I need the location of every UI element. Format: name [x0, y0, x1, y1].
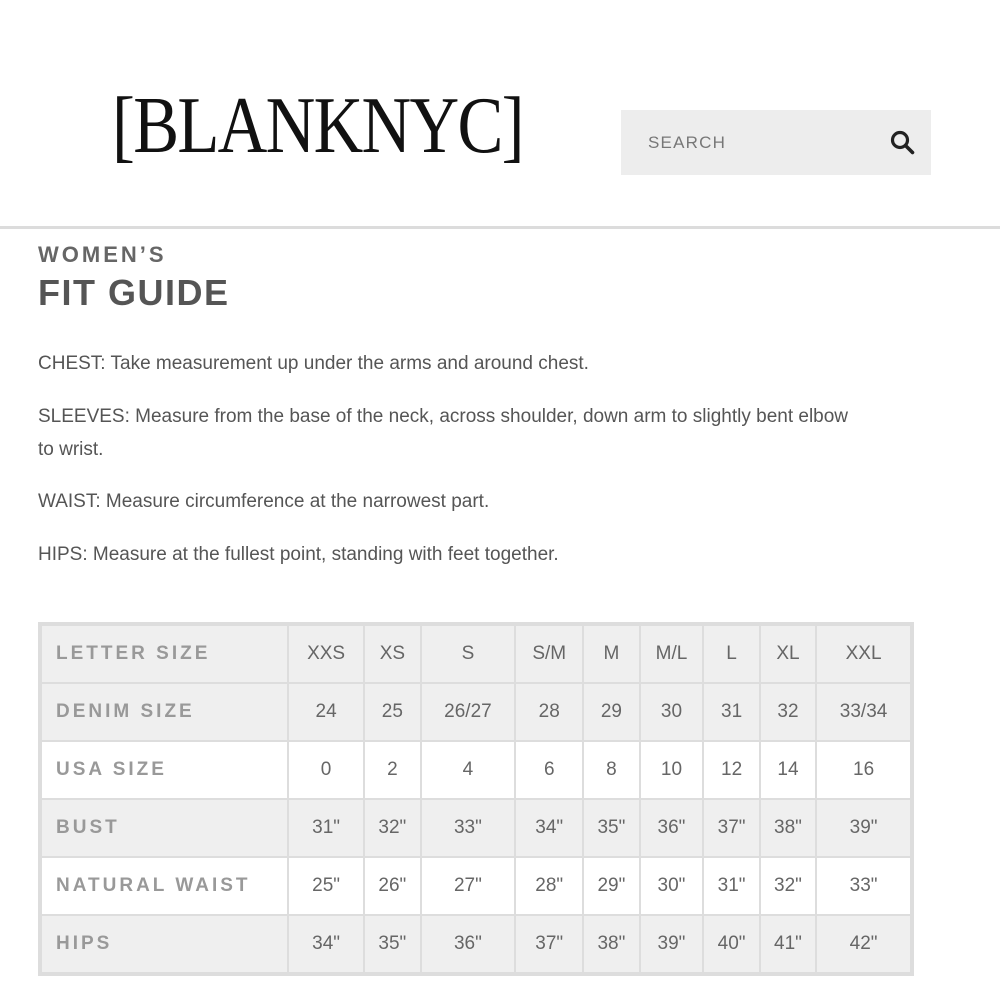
table-cell: 8	[584, 742, 638, 798]
table-cell: 41"	[761, 916, 815, 972]
table-cell: 33"	[422, 800, 515, 856]
table-cell: XXL	[817, 626, 910, 682]
table-cell: 36"	[422, 916, 515, 972]
table-cell: XL	[761, 626, 815, 682]
table-cell: 27"	[422, 858, 515, 914]
row-label: BUST	[42, 800, 287, 856]
table-cell: S	[422, 626, 515, 682]
table-cell: 34"	[289, 916, 363, 972]
table-cell: 35"	[365, 916, 419, 972]
table-cell: 32"	[761, 858, 815, 914]
table-cell: 33"	[817, 858, 910, 914]
table-cell: 31	[704, 684, 758, 740]
table-cell: 39"	[817, 800, 910, 856]
table-cell: 30"	[641, 858, 703, 914]
search-input[interactable]: SEARCH	[648, 133, 727, 152]
table-row	[42, 916, 910, 972]
search-icon[interactable]	[889, 129, 917, 157]
table-cell: 29"	[584, 858, 638, 914]
table-cell: 32	[761, 684, 815, 740]
table-cell: L	[704, 626, 758, 682]
table-cell: M/L	[641, 626, 703, 682]
table-cell: 16	[817, 742, 910, 798]
waist-instruction: WAIST: Measure circumference at the narrowest part.	[38, 491, 490, 512]
table-cell: 37"	[704, 800, 758, 856]
table-cell: 36"	[641, 800, 703, 856]
table-cell: 10	[641, 742, 703, 798]
table-cell: XS	[365, 626, 419, 682]
table-cell: 39"	[641, 916, 703, 972]
header-divider	[0, 226, 1000, 229]
table-row	[42, 858, 910, 914]
table-cell: M	[584, 626, 638, 682]
table-cell: 38"	[761, 800, 815, 856]
table-cell: 37"	[516, 916, 582, 972]
sleeves-instruction: SLEEVES: Measure from the base of the neck, across shoulder, down arm to slightly bent elbow	[38, 406, 849, 427]
page-title: FIT GUIDE	[38, 272, 230, 313]
table-cell: 40"	[704, 916, 758, 972]
table-cell: 31"	[289, 800, 363, 856]
table-cell: 32"	[365, 800, 419, 856]
size-table	[40, 624, 912, 974]
table-cell: 29	[584, 684, 638, 740]
size-chart	[38, 622, 914, 976]
row-label: LETTER SIZE	[42, 626, 287, 682]
table-cell: 33/34	[817, 684, 910, 740]
brand-logo[interactable]: [BLANKNYC]	[112, 82, 523, 170]
table-cell: 35"	[584, 800, 638, 856]
chest-instruction: CHEST: Take measurement up under the arms and around chest.	[38, 353, 589, 374]
table-cell: 0	[289, 742, 363, 798]
table-row	[42, 742, 910, 798]
table-cell: 25	[365, 684, 419, 740]
row-label: NATURAL WAIST	[42, 858, 287, 914]
hips-instruction: HIPS: Measure at the fullest point, standing with feet together.	[38, 544, 559, 565]
table-cell: 38"	[584, 916, 638, 972]
table-cell: 28	[516, 684, 582, 740]
row-label: HIPS	[42, 916, 287, 972]
table-cell: 6	[516, 742, 582, 798]
table-row	[42, 800, 910, 856]
table-cell: 31"	[704, 858, 758, 914]
table-cell: 12	[704, 742, 758, 798]
table-cell: 26"	[365, 858, 419, 914]
sleeves-instruction-cont: to wrist.	[38, 439, 104, 460]
page-kicker: WOMEN’S	[38, 242, 167, 267]
table-cell: 30	[641, 684, 703, 740]
table-cell: S/M	[516, 626, 582, 682]
table-cell: XXS	[289, 626, 363, 682]
table-cell: 25"	[289, 858, 363, 914]
table-cell: 34"	[516, 800, 582, 856]
table-cell: 26/27	[422, 684, 515, 740]
row-label: USA SIZE	[42, 742, 287, 798]
search-box[interactable]	[621, 110, 931, 175]
table-row	[42, 684, 910, 740]
table-cell: 24	[289, 684, 363, 740]
table-cell: 2	[365, 742, 419, 798]
table-cell: 4	[422, 742, 515, 798]
table-row	[42, 626, 910, 682]
table-cell: 14	[761, 742, 815, 798]
row-label: DENIM SIZE	[42, 684, 287, 740]
site-header	[0, 0, 1000, 226]
table-cell: 42"	[817, 916, 910, 972]
table-cell: 28"	[516, 858, 582, 914]
